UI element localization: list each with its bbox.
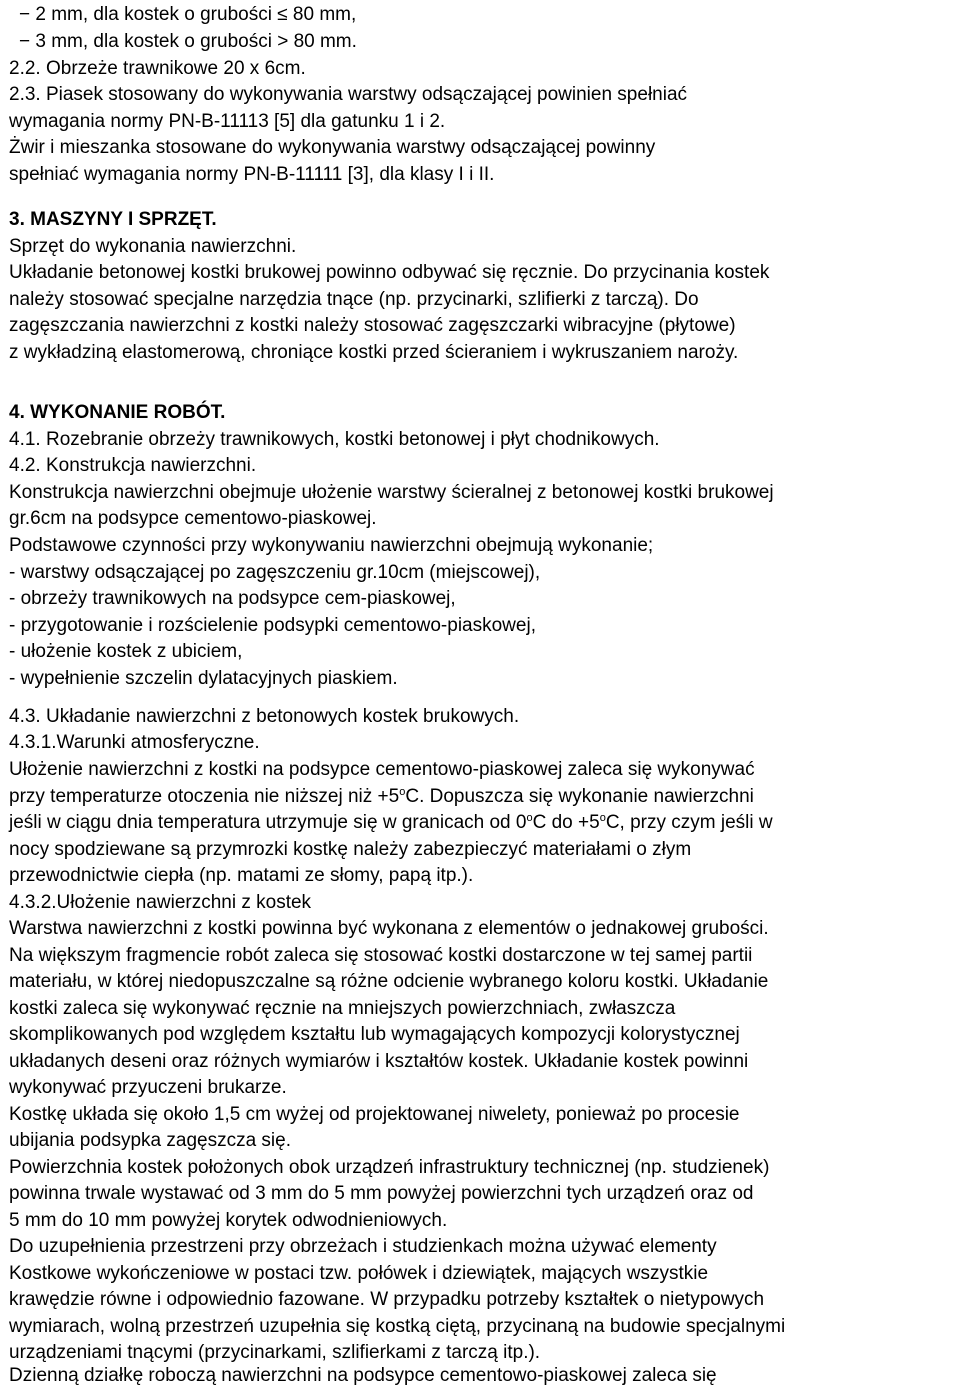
text-line: 4.3. Układanie nawierzchni z betonowych kostek brukowych. <box>9 706 520 727</box>
text-line: nocy spodziewane są przymrozki kostkę należy zabezpieczyć materiałami o złym <box>9 839 692 860</box>
text-line: zagęszczania nawierzchni z kostki należy stosować zagęszczarki wibracyjne (płytowe) <box>9 315 736 336</box>
text-line: ubijania podsypka zagęszcza się. <box>9 1130 292 1151</box>
text-line: wymagania normy PN-B-11113 [5] dla gatunku 1 i 2. <box>9 111 446 132</box>
text-line: Ułożenie nawierzchni z kostki na podsypce cementowo-piaskowej zaleca się wykonywać <box>9 759 755 780</box>
text-line: Podstawowe czynności przy wykonywaniu nawierzchni obejmują wykonanie; <box>9 535 654 556</box>
section-heading: 4. WYKONANIE ROBÓT. <box>9 402 226 423</box>
list-item: - wypełnienie szczelin dylatacyjnych piaskiem. <box>9 668 398 689</box>
text-line: Dzienną działkę roboczą nawierzchni na podsypce cementowo-piaskowej zaleca się <box>9 1365 717 1386</box>
text-line: 4.3.2.Ułożenie nawierzchni z kostek <box>9 892 312 913</box>
text-line: krawędziе równe i odpowiednio fazowane. W przypadku potrzeby kształtek o nietypowych <box>9 1289 765 1310</box>
text-line: materiału, w której niedopuszczalne są różne odcienie wybranego koloru kostki. Układanie <box>9 971 769 992</box>
text-line: urządzeniami tnącymi (przycinarkami, szlifierkami z tarczą itp.). <box>9 1342 541 1363</box>
text-line: − 3 mm, dla kostek o grubości > 80 mm. <box>19 31 357 52</box>
text-line: Do uzupełnienia przestrzeni przy obrzeżach i studzienkach można używać elementy <box>9 1236 717 1257</box>
text-line: Żwir i mieszanka stosowane do wykonywania warstwy odsączającej powinny <box>9 137 656 158</box>
text-line: 4.3.1.Warunki atmosferyczne. <box>9 732 260 753</box>
text-line: wymiarach, wolną przestrzeń uzupełnia się kostką ciętą, przycinaną na budowie specjalnymi <box>9 1316 786 1337</box>
list-item: - warstwy odsączającej po zagęszczeniu gr.10cm (miejscowej), <box>9 562 541 583</box>
text-line: należy stosować specjalne narzędzia tnące (np. przycinarki, szlifierki z tarczą). Do <box>9 289 699 310</box>
text-line: skomplikowanych pod względem kształtu lub wymagających kompozycji kolorystycznej <box>9 1024 740 1045</box>
text-line: Kostkowe wykończeniowe w postaci tzw. połówek i dziewiątek, mających wszystkie <box>9 1263 709 1284</box>
text-line: 4.1. Rozebranie obrzeży trawnikowych, kostki betonowej i płyt chodnikowych. <box>9 429 660 450</box>
text-line: powinna trwale wystawać od 3 mm do 5 mm powyżej powierzchni tych urządzeń oraz od <box>9 1183 754 1204</box>
text-line: z wykładziną elastomerową, chroniące kostki przed ścieraniem i wykruszaniem naroży. <box>9 342 739 363</box>
list-item: - przygotowanie i rozścielenie podsypki cementowo-piaskowej, <box>9 615 536 636</box>
text-line: Powierzchnia kostek położonych obok urządzeń infrastruktury technicznej (np. studzienek) <box>9 1157 770 1178</box>
section-heading: 3. MASZYNY I SPRZĘT. <box>9 209 217 230</box>
text-line: gr.6cm na podsypce cementowo-piaskowej. <box>9 508 377 529</box>
text-line: wykonywać przyuczeni brukarze. <box>9 1077 287 1098</box>
text-line: 5 mm do 10 mm powyżej korytek odwodnieniowych. <box>9 1210 448 1231</box>
text-line: Sprzęt do wykonania nawierzchni. <box>9 236 297 257</box>
text-line: przy temperaturze otoczenia nie niższej niż $+5^oC$. Dopuszcza się wykonanie nawierzchni <box>9 786 754 807</box>
text-line: Konstrukcja nawierzchni obejmuje ułożenie warstwy ścieralnej z betonowej kostki brukowej <box>9 482 774 503</box>
text-line: 2.3. Piasek stosowany do wykonywania warstwy odsączającej powinien spełniać <box>9 84 688 105</box>
text-line: układanych deseni oraz różnych wymiarów i kształtów kostek. Układanie kostek powinni <box>9 1051 749 1072</box>
text-line: Układanie betonowej kostki brukowej powinno odbywać się ręcznie. Do przycinania kostek <box>9 262 770 283</box>
list-item: - ułożenie kostek z ubiciem, <box>9 641 243 662</box>
text-line: − 2 mm, dla kostek o grubości ≤ 80 mm, <box>19 4 357 25</box>
list-item: - obrzeży trawnikowych na podsypce cem-piaskowej, <box>9 588 456 609</box>
text-line: Warstwa nawierzchni z kostki powinna być wykonana z elementów o jednakowej grubości. <box>9 918 769 939</box>
text-line: kostki zaleca się wykonywać ręcznie na mniejszych powierzchniach, zwłaszcza <box>9 998 676 1019</box>
text-line: Kostkę układa się około 1,5 cm wyżej od projektowanej niwelety, ponieważ po procesie <box>9 1104 740 1125</box>
text-line: jeśli w ciągu dnia temperatura utrzymuje się w granicach od 0$^o$C do $+5^oC$, przy czym jeśli w <box>9 812 773 833</box>
text-line: przewodnictwie ciepła (np. matami ze słomy, papą itp.). <box>9 865 474 886</box>
text-line: Na większym fragmencie robót zaleca się stosować kostki dostarczone w tej samej partii <box>9 945 753 966</box>
text-line: 2.2. Obrzeże trawnikowe 20 x 6cm. <box>9 58 306 79</box>
text-line: spełniać wymagania normy PN-B-11111 [3], dla klasy I i II. <box>9 164 495 185</box>
text-line: 4.2. Konstrukcja nawierzchni. <box>9 455 257 476</box>
